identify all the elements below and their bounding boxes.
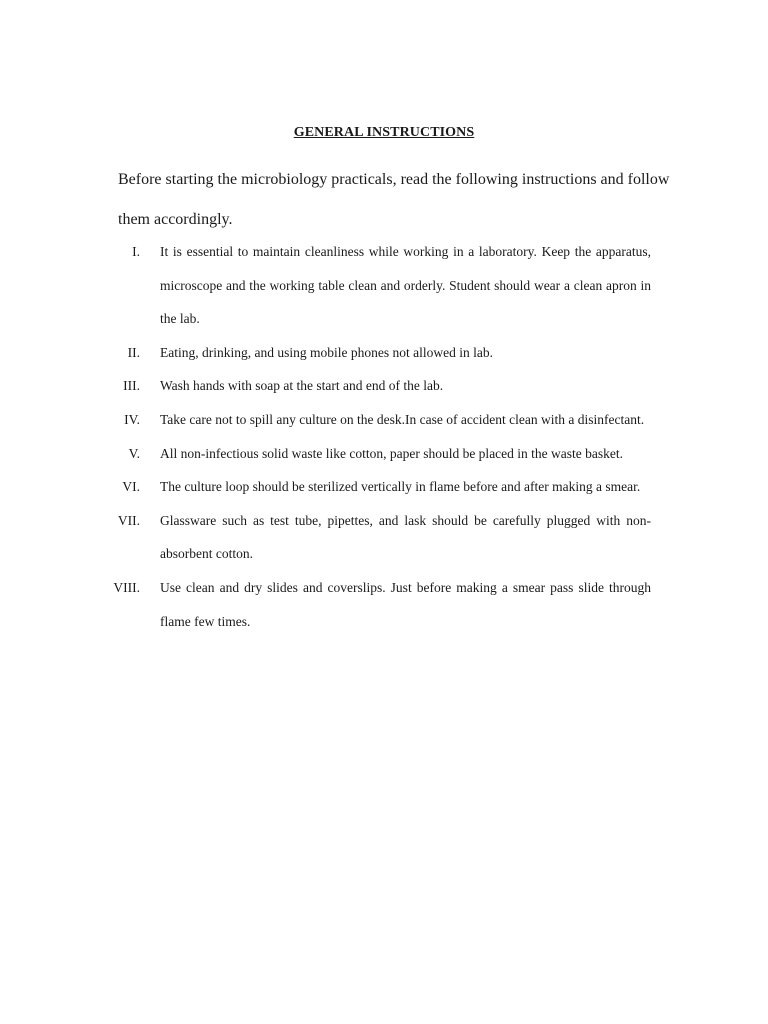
- item-numeral: VIII.: [113, 579, 140, 595]
- list-item: [100, 235, 660, 336]
- item-text: Glassware such as test tube, pipettes, and lask should be carefully plugged with non-absorbent cotton.: [160, 512, 651, 562]
- item-numeral: IV.: [124, 411, 140, 427]
- item-text: All non-infectious solid waste like cotton, paper should be placed in the waste basket.: [160, 445, 624, 461]
- item-numeral: VI.: [122, 479, 140, 495]
- list-item: [100, 571, 660, 638]
- list-item: [100, 336, 660, 370]
- list-item: [100, 403, 660, 437]
- item-text: It is essential to maintain cleanliness while working in a laboratory. Keep the apparatus, microscope and the working table clean and orderly. Student should wear a clean apron in the lab.: [160, 244, 651, 327]
- instructions-list: [100, 235, 660, 638]
- item-numeral: I.: [132, 244, 140, 259]
- intro-paragraph: Before starting the microbiology practicals, read the following instructions and follow them accordingly.: [118, 171, 670, 228]
- list-item: [100, 470, 660, 504]
- item-text: Eating, drinking, and using mobile phones not allowed in lab.: [160, 344, 493, 360]
- item-text: The culture loop should be sterilized vertically in flame before and after making a smear.: [160, 479, 641, 495]
- item-numeral: II.: [127, 344, 140, 360]
- item-text: Use clean and dry slides and coverslips. Just before making a smear pass slide through flame few times.: [160, 579, 651, 629]
- list-item: [100, 437, 660, 471]
- item-numeral: III.: [123, 378, 140, 394]
- page-title: GENERAL INSTRUCTIONS: [293, 125, 475, 140]
- list-item: [100, 369, 660, 403]
- item-text: Take care not to spill any culture on the desk.In case of accident clean with a disinfectant.: [160, 411, 645, 427]
- item-numeral: VII.: [117, 512, 140, 528]
- item-numeral: V.: [128, 445, 140, 461]
- item-text: Wash hands with soap at the start and end of the lab.: [160, 378, 444, 394]
- list-item: [100, 504, 660, 571]
